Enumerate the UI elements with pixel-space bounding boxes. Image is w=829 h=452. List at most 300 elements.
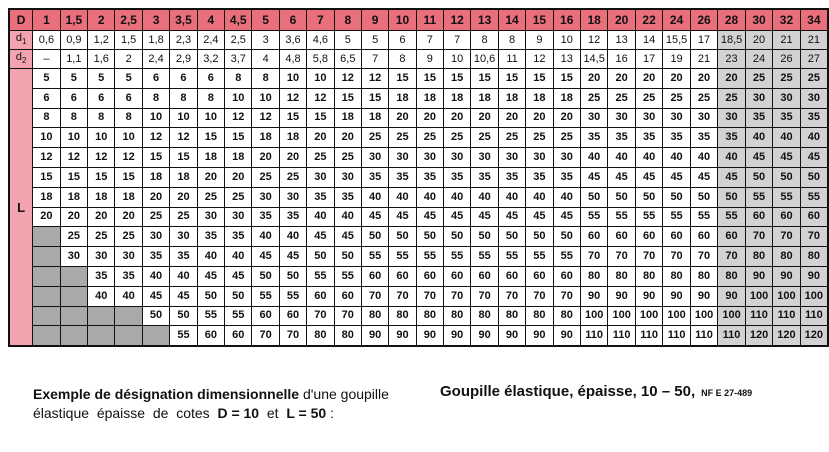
l-value: 80 xyxy=(553,306,580,326)
l-value: 60 xyxy=(608,227,635,247)
designation-text: Goupille élastique, épaisse, 10 – 50, xyxy=(440,383,696,400)
l-value: 30 xyxy=(225,207,252,227)
l-value: 30 xyxy=(279,187,306,207)
l-value: 55 xyxy=(225,306,252,326)
l-value: 45 xyxy=(580,167,608,187)
l-value: 30 xyxy=(444,148,471,168)
d2-value: 5,8 xyxy=(307,50,334,69)
l-value: 45 xyxy=(553,207,580,227)
l-value: 80 xyxy=(773,247,800,267)
l-value: 55 xyxy=(307,266,334,286)
l-value: 20 xyxy=(197,167,224,187)
l-value: 30 xyxy=(773,88,800,108)
l-value: 20 xyxy=(334,128,361,148)
l-value: 70 xyxy=(307,306,334,326)
l-value: 25 xyxy=(553,128,580,148)
l-value: 25 xyxy=(307,148,334,168)
l-value: 70 xyxy=(745,227,772,247)
l-value: 12 xyxy=(115,148,142,168)
l-value: 25 xyxy=(88,227,115,247)
l-value: 30 xyxy=(745,88,772,108)
l-value: 70 xyxy=(389,286,416,306)
l-value: 35 xyxy=(197,227,224,247)
l-value: 30 xyxy=(170,227,197,247)
l-value: 120 xyxy=(773,326,800,346)
l-value: 30 xyxy=(608,108,635,128)
d1-value: 9 xyxy=(526,31,553,50)
header-d-value: 13 xyxy=(471,9,499,31)
l-value: 70 xyxy=(663,247,691,267)
l-value: 15 xyxy=(444,69,471,89)
d1-value: 13 xyxy=(608,31,635,50)
blank-cell xyxy=(60,286,87,306)
l-value: 25 xyxy=(361,128,388,148)
l-value: 25 xyxy=(773,69,800,89)
header-label-d: D xyxy=(9,9,33,31)
l-value: 35 xyxy=(635,128,662,148)
header-d-value: 30 xyxy=(745,9,772,31)
d1-value: 1,5 xyxy=(115,31,142,50)
l-value: 50 xyxy=(334,247,361,267)
l-value: 50 xyxy=(170,306,197,326)
l-value: 60 xyxy=(197,326,224,346)
l-value: 18 xyxy=(33,187,60,207)
l-value: 55 xyxy=(416,247,443,267)
l-value: 10 xyxy=(279,69,306,89)
l-value: 30 xyxy=(307,167,334,187)
l-value: 8 xyxy=(197,88,224,108)
l-value: 8 xyxy=(60,108,87,128)
d1-value: 5 xyxy=(361,31,388,50)
l-value: 45 xyxy=(142,286,169,306)
d1-value: 3,6 xyxy=(279,31,306,50)
l-value: 15 xyxy=(170,148,197,168)
l-value: 5 xyxy=(115,69,142,89)
l-value: 40 xyxy=(526,187,553,207)
l-value: 45 xyxy=(225,266,252,286)
l-value: 18 xyxy=(526,88,553,108)
designation-result xyxy=(440,383,752,400)
l-value: 90 xyxy=(745,266,772,286)
l-value: 30 xyxy=(498,148,525,168)
l-value: 25 xyxy=(444,128,471,148)
l-value: 70 xyxy=(498,286,525,306)
l-value: 45 xyxy=(690,167,717,187)
l-value: 60 xyxy=(800,207,828,227)
header-d-value: 3,5 xyxy=(170,9,197,31)
l-value: 80 xyxy=(745,247,772,267)
l-value: 35 xyxy=(252,207,279,227)
d2-value: 1,6 xyxy=(88,50,115,69)
header-d-value: 26 xyxy=(690,9,717,31)
l-value: 18 xyxy=(252,128,279,148)
l-value: 12 xyxy=(334,69,361,89)
l-value: 12 xyxy=(252,108,279,128)
l-value: 18 xyxy=(279,128,306,148)
header-d-value: 3 xyxy=(142,9,169,31)
l-value: 25 xyxy=(580,88,608,108)
l-value: 12 xyxy=(361,69,388,89)
l-value: 90 xyxy=(416,326,443,346)
header-d-value: 4,5 xyxy=(225,9,252,31)
l-value: 18 xyxy=(142,167,169,187)
l-value: 35 xyxy=(361,167,388,187)
d1-value: 0,6 xyxy=(33,31,60,50)
l-value: 25 xyxy=(60,227,87,247)
l-value: 25 xyxy=(498,128,525,148)
l-value: 18 xyxy=(498,88,525,108)
l-value: 50 xyxy=(608,187,635,207)
l-value: 70 xyxy=(416,286,443,306)
l-value: 10 xyxy=(142,108,169,128)
l-value: 100 xyxy=(718,306,746,326)
l-value: 50 xyxy=(197,286,224,306)
l-value: 55 xyxy=(608,207,635,227)
l-value: 35 xyxy=(773,108,800,128)
header-d-value: 20 xyxy=(608,9,635,31)
l-value: 60 xyxy=(773,207,800,227)
l-value: 60 xyxy=(498,266,525,286)
d2-value: 4 xyxy=(252,50,279,69)
l-value: 20 xyxy=(60,207,87,227)
l-value: 35 xyxy=(416,167,443,187)
l-value: 100 xyxy=(663,306,691,326)
l-value: 50 xyxy=(471,227,499,247)
l-value: 55 xyxy=(773,187,800,207)
l-value: 40 xyxy=(471,187,499,207)
blank-cell xyxy=(88,326,115,346)
l-value: 120 xyxy=(745,326,772,346)
l-value: 10 xyxy=(115,128,142,148)
l-value: 55 xyxy=(690,207,717,227)
l-value: 20 xyxy=(580,69,608,89)
l-value: 6 xyxy=(33,88,60,108)
caption-d-value: D = 10 xyxy=(217,405,260,421)
l-value: 50 xyxy=(279,266,306,286)
l-value: 50 xyxy=(498,227,525,247)
l-value: 30 xyxy=(635,108,662,128)
d1-value: 21 xyxy=(800,31,828,50)
l-value: 50 xyxy=(361,227,388,247)
l-value: 60 xyxy=(279,306,306,326)
l-value: 45 xyxy=(197,266,224,286)
l-value: 20 xyxy=(608,69,635,89)
caption-et: et xyxy=(259,405,287,421)
d2-value: 2,4 xyxy=(142,50,169,69)
d1-value: 20 xyxy=(745,31,772,50)
l-value: 20 xyxy=(33,207,60,227)
l-value: 55 xyxy=(580,207,608,227)
l-value: 70 xyxy=(361,286,388,306)
l-value: 55 xyxy=(745,187,772,207)
header-d-value: 12 xyxy=(444,9,471,31)
d2-value: 13 xyxy=(553,50,580,69)
l-value: 25 xyxy=(389,128,416,148)
d1-value: 12 xyxy=(580,31,608,50)
l-value: 10 xyxy=(88,128,115,148)
l-value: 30 xyxy=(88,247,115,267)
l-value: 25 xyxy=(526,128,553,148)
d1-value: 17 xyxy=(690,31,717,50)
l-value: 50 xyxy=(389,227,416,247)
l-value: 60 xyxy=(361,266,388,286)
l-value: 30 xyxy=(690,108,717,128)
l-value: 35 xyxy=(115,266,142,286)
d1-value: 21 xyxy=(773,31,800,50)
l-value: 60 xyxy=(690,227,717,247)
l-value: 90 xyxy=(471,326,499,346)
l-value: 60 xyxy=(416,266,443,286)
d1-value: 14 xyxy=(635,31,662,50)
l-value: 90 xyxy=(800,266,828,286)
l-value: 15 xyxy=(471,69,499,89)
l-value: 30 xyxy=(197,207,224,227)
l-value: 40 xyxy=(389,187,416,207)
l-value: 25 xyxy=(745,69,772,89)
l-value: 40 xyxy=(745,128,772,148)
l-value: 70 xyxy=(252,326,279,346)
l-value: 40 xyxy=(800,128,828,148)
blank-cell xyxy=(33,326,60,346)
l-value: 50 xyxy=(773,167,800,187)
l-value: 55 xyxy=(444,247,471,267)
l-value: 30 xyxy=(115,247,142,267)
d2-value: 19 xyxy=(663,50,691,69)
l-value: 40 xyxy=(307,207,334,227)
d2-value: 8 xyxy=(389,50,416,69)
l-value: 15 xyxy=(334,88,361,108)
caption-title: Exemple de désignation dimensionnelle xyxy=(33,386,300,402)
l-value: 45 xyxy=(307,227,334,247)
l-value: 35 xyxy=(444,167,471,187)
d2-value: 10,6 xyxy=(471,50,499,69)
d2-value: 4,8 xyxy=(279,50,306,69)
l-value: 50 xyxy=(307,247,334,267)
d2-value: 23 xyxy=(718,50,746,69)
l-value: 70 xyxy=(471,286,499,306)
d1-value: 7 xyxy=(416,31,443,50)
l-value: 40 xyxy=(334,207,361,227)
l-value: 18 xyxy=(334,108,361,128)
l-value: 30 xyxy=(800,88,828,108)
l-value: 25 xyxy=(142,207,169,227)
designation-example-caption xyxy=(33,385,423,423)
l-value: 25 xyxy=(608,88,635,108)
l-value: 20 xyxy=(663,69,691,89)
l-value: 15 xyxy=(225,128,252,148)
l-value: 18 xyxy=(389,88,416,108)
l-value: 60 xyxy=(526,266,553,286)
l-value: 12 xyxy=(142,128,169,148)
l-value: 15 xyxy=(142,148,169,168)
l-value: 18 xyxy=(60,187,87,207)
d2-value: 17 xyxy=(635,50,662,69)
l-value: 20 xyxy=(225,167,252,187)
l-value: 70 xyxy=(800,227,828,247)
l-value: 35 xyxy=(279,207,306,227)
l-value: 20 xyxy=(88,207,115,227)
l-value: 10 xyxy=(225,88,252,108)
l-value: 30 xyxy=(334,167,361,187)
row-label-l: L xyxy=(9,69,33,347)
l-value: 90 xyxy=(580,286,608,306)
l-value: 30 xyxy=(553,148,580,168)
l-value: 45 xyxy=(361,207,388,227)
l-value: 40 xyxy=(444,187,471,207)
l-value: 25 xyxy=(635,88,662,108)
l-value: 55 xyxy=(471,247,499,267)
l-value: 60 xyxy=(307,286,334,306)
l-value: 55 xyxy=(718,207,746,227)
l-value: 35 xyxy=(690,128,717,148)
l-value: 60 xyxy=(389,266,416,286)
l-value: 60 xyxy=(718,227,746,247)
d2-value: 2 xyxy=(115,50,142,69)
d2-value: 14,5 xyxy=(580,50,608,69)
l-value: 18 xyxy=(444,88,471,108)
l-value: 110 xyxy=(580,326,608,346)
l-value: 10 xyxy=(33,128,60,148)
l-value: 15 xyxy=(60,167,87,187)
header-d-value: 32 xyxy=(773,9,800,31)
l-value: 80 xyxy=(444,306,471,326)
l-value: 110 xyxy=(718,326,746,346)
l-value: 18 xyxy=(416,88,443,108)
l-value: 80 xyxy=(718,266,746,286)
l-value: 40 xyxy=(142,266,169,286)
d2-value: 3,2 xyxy=(197,50,224,69)
l-value: 20 xyxy=(115,207,142,227)
l-value: 20 xyxy=(389,108,416,128)
l-value: 100 xyxy=(745,286,772,306)
l-value: 100 xyxy=(690,306,717,326)
l-value: 100 xyxy=(773,286,800,306)
l-value: 25 xyxy=(800,69,828,89)
l-value: 35 xyxy=(663,128,691,148)
l-value: 60 xyxy=(553,266,580,286)
l-value: 45 xyxy=(252,247,279,267)
l-value: 110 xyxy=(608,326,635,346)
l-value: 15 xyxy=(279,108,306,128)
l-value: 12 xyxy=(170,128,197,148)
l-value: 6 xyxy=(88,88,115,108)
l-value: 18 xyxy=(115,187,142,207)
l-value: 18 xyxy=(170,167,197,187)
l-value: 70 xyxy=(526,286,553,306)
l-value: 12 xyxy=(279,88,306,108)
l-value: 80 xyxy=(580,266,608,286)
l-value: 40 xyxy=(553,187,580,207)
l-value: 50 xyxy=(580,187,608,207)
l-value: 50 xyxy=(252,266,279,286)
l-value: 40 xyxy=(718,148,746,168)
l-value: 15 xyxy=(115,167,142,187)
l-value: 50 xyxy=(444,227,471,247)
l-value: 45 xyxy=(471,207,499,227)
l-value: 20 xyxy=(252,148,279,168)
l-value: 30 xyxy=(663,108,691,128)
l-value: 55 xyxy=(498,247,525,267)
l-value: 20 xyxy=(142,187,169,207)
blank-cell xyxy=(60,306,87,326)
l-value: 35 xyxy=(88,266,115,286)
l-value: 30 xyxy=(142,227,169,247)
l-value: 110 xyxy=(745,306,772,326)
l-value: 25 xyxy=(416,128,443,148)
l-value: 30 xyxy=(526,148,553,168)
l-value: 40 xyxy=(690,148,717,168)
l-value: 8 xyxy=(33,108,60,128)
blank-cell xyxy=(115,306,142,326)
l-value: 35 xyxy=(580,128,608,148)
d1-value: 2,3 xyxy=(170,31,197,50)
l-value: 50 xyxy=(690,187,717,207)
l-value: 80 xyxy=(663,266,691,286)
l-value: 30 xyxy=(389,148,416,168)
blank-cell xyxy=(60,266,87,286)
l-value: 60 xyxy=(745,207,772,227)
l-value: 80 xyxy=(389,306,416,326)
l-value: 90 xyxy=(389,326,416,346)
l-value: 55 xyxy=(170,326,197,346)
header-d-value: 28 xyxy=(718,9,746,31)
l-value: 90 xyxy=(498,326,525,346)
d1-value: 1,2 xyxy=(88,31,115,50)
l-value: 45 xyxy=(334,227,361,247)
standard-reference: NF E 27-489 xyxy=(701,388,753,398)
l-value: 90 xyxy=(553,326,580,346)
l-value: 90 xyxy=(444,326,471,346)
blank-cell xyxy=(33,266,60,286)
l-value: 80 xyxy=(471,306,499,326)
l-value: 110 xyxy=(663,326,691,346)
l-value: 15 xyxy=(416,69,443,89)
d2-value: – xyxy=(33,50,60,69)
l-value: 18 xyxy=(471,88,499,108)
l-value: 110 xyxy=(800,306,828,326)
l-value: 45 xyxy=(635,167,662,187)
l-value: 6 xyxy=(142,69,169,89)
d2-value: 7 xyxy=(361,50,388,69)
l-value: 45 xyxy=(526,207,553,227)
l-value: 45 xyxy=(279,247,306,267)
blank-cell xyxy=(115,326,142,346)
l-value: 12 xyxy=(225,108,252,128)
d2-value: 24 xyxy=(745,50,772,69)
l-value: 25 xyxy=(170,207,197,227)
l-value: 55 xyxy=(663,207,691,227)
l-value: 55 xyxy=(279,286,306,306)
l-value: 30 xyxy=(252,187,279,207)
l-value: 10 xyxy=(307,69,334,89)
l-value: 18 xyxy=(197,148,224,168)
l-value: 100 xyxy=(580,306,608,326)
header-d-value: 22 xyxy=(635,9,662,31)
l-value: 5 xyxy=(33,69,60,89)
l-value: 60 xyxy=(635,227,662,247)
l-value: 18 xyxy=(88,187,115,207)
header-d-value: 9 xyxy=(361,9,388,31)
l-value: 80 xyxy=(635,266,662,286)
l-value: 35 xyxy=(142,247,169,267)
l-value: 8 xyxy=(142,88,169,108)
l-value: 25 xyxy=(471,128,499,148)
l-value: 20 xyxy=(498,108,525,128)
l-value: 12 xyxy=(88,148,115,168)
l-value: 25 xyxy=(279,167,306,187)
l-value: 90 xyxy=(690,286,717,306)
l-value: 12 xyxy=(33,148,60,168)
